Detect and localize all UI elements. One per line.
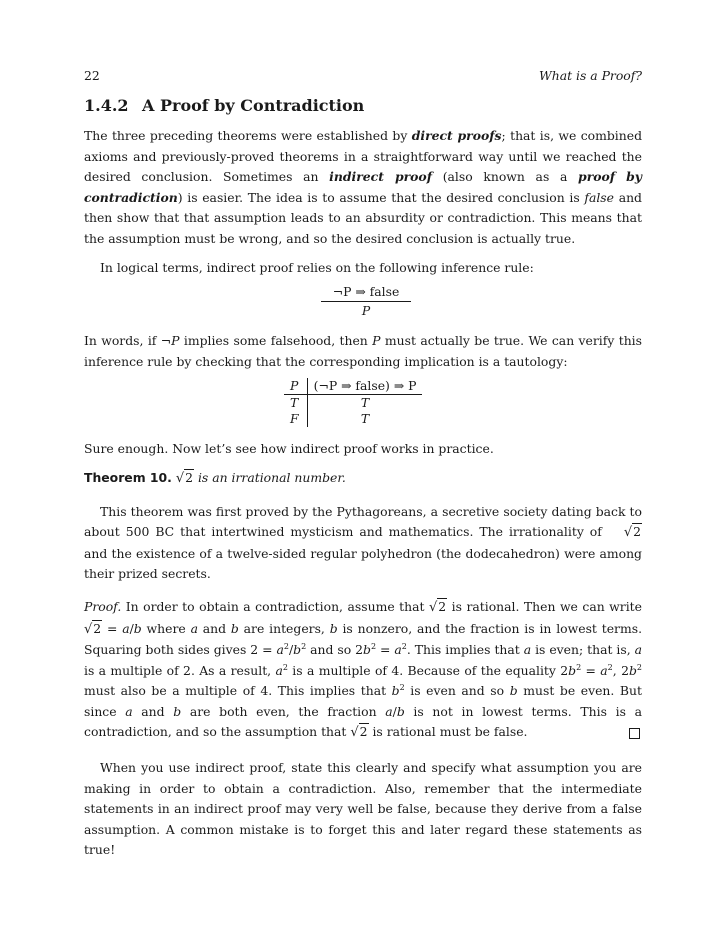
paragraph-in-words: In words, if ¬P implies some falsehood, then P must actually be true. We can verify this inference rule by checking that the corresponding implication is a tautology: <box>84 333 642 369</box>
section-title: A Proof by Contradiction <box>142 96 365 115</box>
running-header <box>84 66 642 86</box>
paragraph-pythagoreans: This theorem was first proved by the Pythagoreans, a secretive society dating back to about 500 BC that intertwined mysticism and mathematics. The irrationality of √2 and the existence of a twelve-sided regular polyhedron (the dodecahedron) were among their prized secrets. <box>84 503 642 582</box>
page-number: 22 <box>84 68 100 83</box>
theorem-label: Theorem 10. <box>84 469 172 485</box>
truth-header-expr: (¬P ⇒ false) ⇒ P <box>307 378 422 395</box>
truth-table <box>284 378 422 427</box>
truth-cell: T <box>360 395 370 411</box>
sqrt-two: √2 <box>175 469 194 486</box>
truth-cell: F <box>284 411 307 427</box>
inference-rule <box>321 284 411 319</box>
rule-conclusion: P <box>361 303 371 319</box>
proof-label: Proof. <box>84 598 122 614</box>
truth-cell: T <box>360 411 370 427</box>
section-heading <box>84 96 642 118</box>
proof-block: Proof. In order to obtain a contradiction, assume that √2 is rational. Then we can write √2 = a/b where a and b are integers, b is nonzero, and the fraction is in lowest terms. Squaring both sides gives $2 = a^2/b^2$ and so $2b^2 = a^2$. This implies that a is even; that is, a is a multiple of 2. As a result, $a^2$ is a multiple of 4. Because of the equality $2b^2 = a^2$, $2b^2$ must also be a multiple of 4. This implies that $b^2$ is even and so b must be even. But since a and b are both even, the fraction a/b is not in lowest terms. This is a contradiction, and so the assumption that √2 is rational must be false. <box>84 598 643 741</box>
qed-box-icon <box>629 728 640 739</box>
paragraph-advice: When you use indirect proof, state this clearly and specify what assumption you are making in order to obtain a contradiction. Also, remember that the intermediate statements in an indirect proof may very well be false, because they derive from a false assumption. A common mistake is to forget this and later regard these statements as true! <box>84 760 642 858</box>
truth-header-p: P <box>284 378 307 395</box>
theorem-statement: is an irrational number. <box>194 469 346 485</box>
theorem-10 <box>84 468 642 490</box>
truth-cell: T <box>284 395 307 412</box>
page <box>84 66 642 861</box>
rule-premise: ¬P ⇒ false <box>321 284 411 302</box>
paragraph-sure-enough: Sure enough. Now let’s see how indirect proof works in practice. <box>84 441 494 457</box>
section-number: 1.4.2 <box>84 96 129 115</box>
running-title: What is a Proof? <box>538 68 642 83</box>
paragraph-intro: The three preceding theorems were established by direct proofs; that is, we combined axioms and previously-proved theorems in a straightforward way until we reached the desired conclusion. Sometimes an indirect proof (also known as a proof by contradiction) is easier. The idea is to assume that the desired conclusion is false and then show that that assumption leads to an absurdity or contradiction. This means that the assumption must be wrong, and so the desired conclusion is actually true. <box>84 128 642 246</box>
paragraph-inference: In logical terms, indirect proof relies on the following inference rule: <box>100 259 534 275</box>
